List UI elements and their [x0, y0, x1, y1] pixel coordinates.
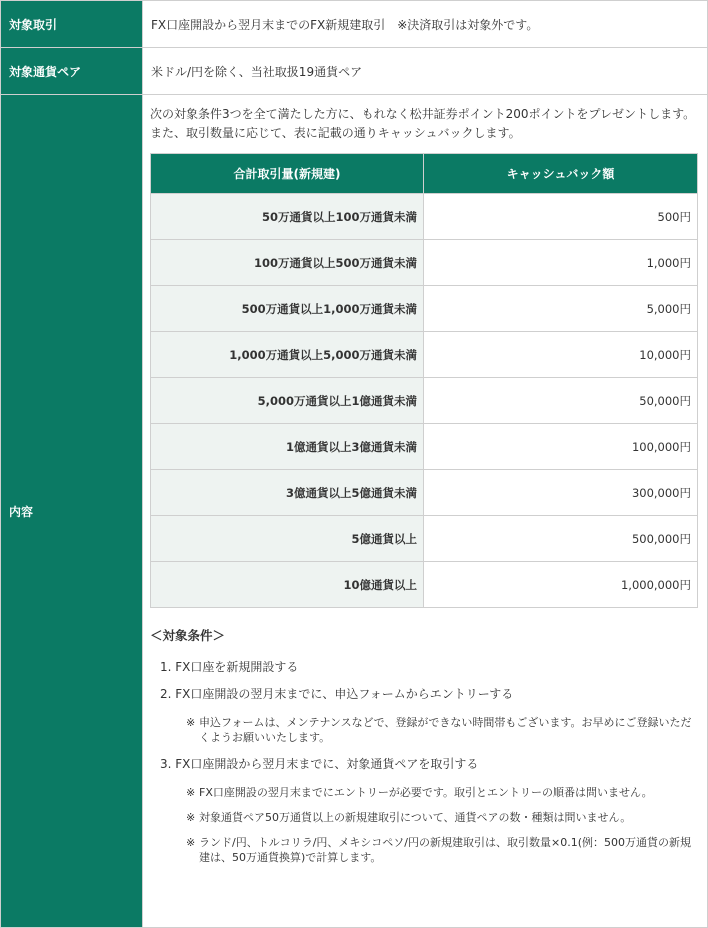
conditions-title: ＜対象条件＞ [150, 628, 226, 643]
table-row [151, 240, 698, 286]
target-pair-value: 米ドル/円を除く、当社取扱19通貨ペア [151, 64, 363, 79]
amount-cell: 50,000円 [424, 378, 698, 424]
amount-cell: 1,000円 [424, 240, 698, 286]
table-row [151, 424, 698, 470]
table-row [151, 378, 698, 424]
condition-item-2-text: 2. FX口座開設の翌月末までに、申込フォームからエントリーする [160, 687, 514, 701]
row-target-trade [1, 1, 707, 48]
table-row [151, 194, 698, 240]
note-mark: ※ [186, 786, 196, 799]
table-row [151, 516, 698, 562]
note-mark: ※ [186, 811, 196, 824]
cashback-table [150, 153, 698, 608]
volume-cell: 3億通貨以上5億通貨未満 [151, 470, 424, 516]
volume-cell: 10億通貨以上 [151, 562, 424, 608]
amount-cell: 5,000円 [424, 286, 698, 332]
table-row [151, 332, 698, 378]
volume-cell: 5,000万通貨以上1億通貨未満 [151, 378, 424, 424]
note-mark: ※ [186, 836, 196, 849]
row-target-pair [1, 48, 707, 95]
note-text: 申込フォームは、メンテナンスなどで、登録ができない時間帯もございます。お早めにご登録いただくようお願いいたします。 [199, 716, 692, 744]
condition-item-2 [150, 685, 699, 745]
amount-cell: 500円 [424, 194, 698, 240]
table-row [151, 562, 698, 608]
header-volume: 合計取引量(新規建) [151, 154, 424, 194]
table-row [151, 286, 698, 332]
table-row [151, 470, 698, 516]
amount-cell: 100,000円 [424, 424, 698, 470]
header-cashback: キャッシュバック額 [424, 154, 698, 194]
volume-cell: 1億通貨以上3億通貨未満 [151, 424, 424, 470]
conditions-list [150, 658, 699, 865]
volume-cell: 50万通貨以上100万通貨未満 [151, 194, 424, 240]
volume-cell: 1,000万通貨以上5,000万通貨未満 [151, 332, 424, 378]
row-header-target-pair: 対象通貨ペア [1, 48, 143, 94]
amount-cell: 300,000円 [424, 470, 698, 516]
note [186, 715, 699, 745]
condition-item-1: 1. FX口座を新規開設する [160, 660, 299, 674]
volume-cell: 100万通貨以上500万通貨未満 [151, 240, 424, 286]
condition-item-3-text: 3. FX口座開設から翌月末までに、対象通貨ペアを取引する [160, 757, 479, 771]
amount-cell: 10,000円 [424, 332, 698, 378]
amount-cell: 500,000円 [424, 516, 698, 562]
row-header-content: 内容 [1, 95, 143, 927]
note-text: ランド/円、トルコリラ/円、メキシコペソ/円の新規建取引は、取引数量×0.1(例：500万通貨の新規建は、50万通貨換算)で計算します。 [199, 836, 692, 864]
condition-2-notes [186, 715, 699, 745]
content-body [143, 95, 707, 927]
condition-3-notes [186, 785, 699, 865]
note [186, 785, 699, 800]
row-header-target-trade: 対象取引 [1, 1, 143, 47]
intro-line-1: 次の対象条件3つを全て満たした方に、もれなく松井証券ポイント200ポイントをプレゼントします。 [150, 107, 696, 121]
note [186, 810, 699, 825]
row-content [1, 95, 707, 927]
cashback-header-row [151, 154, 698, 194]
note [186, 835, 699, 865]
intro-text [150, 105, 699, 143]
intro-line-2: また、取引数量に応じて、表に記載の通りキャッシュバックします。 [150, 126, 521, 140]
condition-item-3 [150, 755, 699, 865]
target-trade-value: FX口座開設から翌月末までのFX新規建取引 ※決済取引は対象外です。 [151, 17, 539, 32]
note-mark: ※ [186, 716, 196, 729]
note-text: 対象通貨ペア50万通貨以上の新規建取引について、通貨ペアの数・種類は問いません。 [199, 811, 632, 824]
volume-cell: 5億通貨以上 [151, 516, 424, 562]
volume-cell: 500万通貨以上1,000万通貨未満 [151, 286, 424, 332]
note-text: FX口座開設の翌月末までにエントリーが必要です。取引とエントリーの順番は問いません。 [199, 786, 653, 799]
amount-cell: 1,000,000円 [424, 562, 698, 608]
